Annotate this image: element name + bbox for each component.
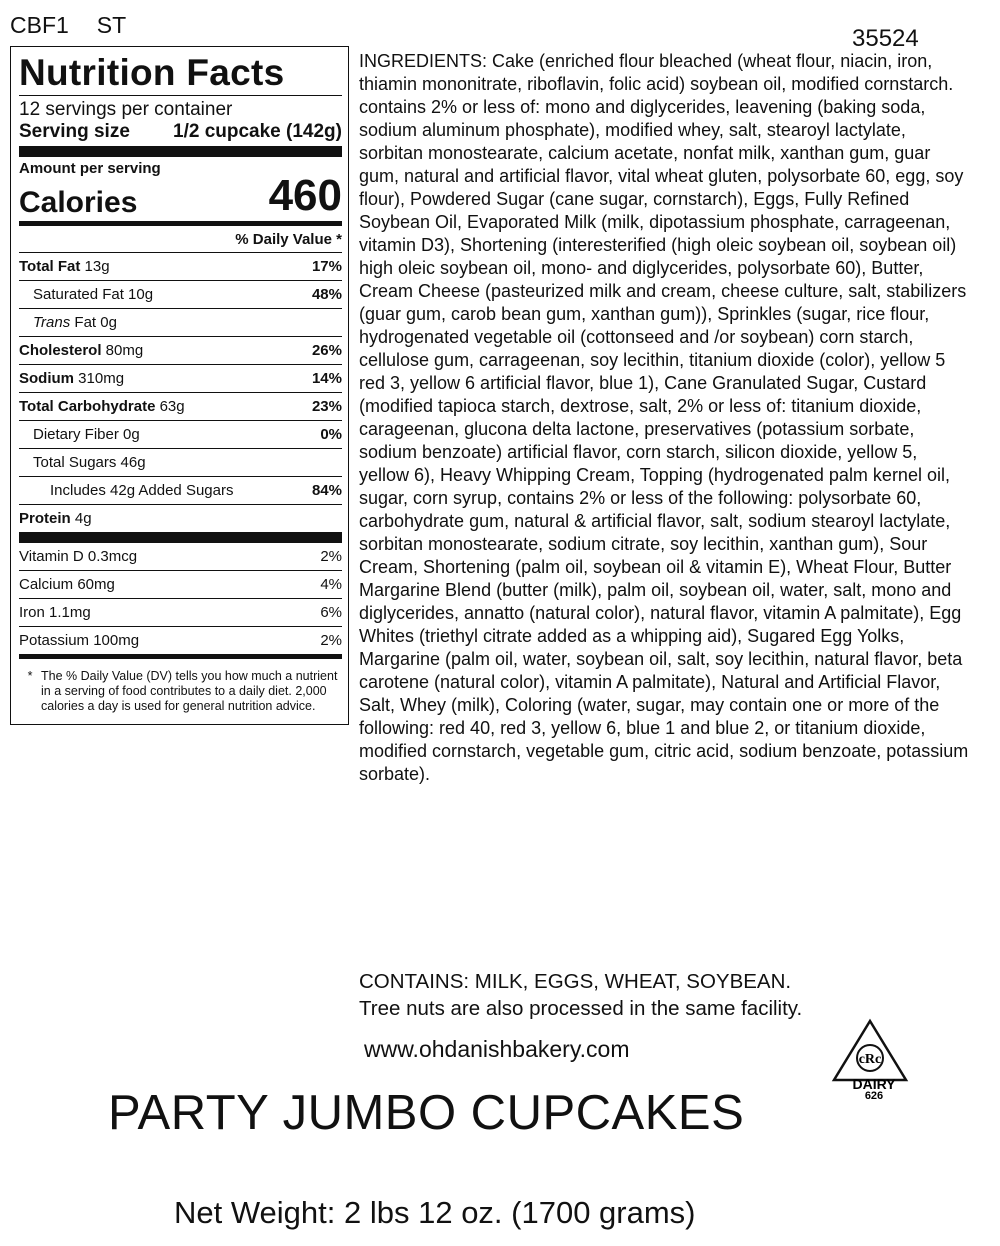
nutrient-row-total-fat: Total Fat 13g 17%: [19, 252, 342, 280]
servings-per-container: 12 servings per container: [19, 99, 233, 120]
vitamin-row-potassium: Potassium 100mg 2%: [19, 626, 342, 654]
website-url: www.ohdanishbakery.com: [364, 1036, 630, 1062]
nutrient-row-trans-fat: Trans Fat 0g: [19, 308, 342, 336]
code-cbf1: CBF1: [10, 12, 69, 38]
svg-text:DAIRY: DAIRY: [852, 1076, 896, 1092]
label-number: 35524: [852, 25, 919, 52]
calories-row: [19, 171, 342, 221]
code-st: ST: [96, 12, 127, 38]
daily-value-footnote: * The % Daily Value (DV) tells you how much a nutrient in a serving of food contributes to a daily diet. 2,000 calories a day is used for general nutrition advice.: [27, 669, 338, 713]
nutrient-row-total-sugars: Total Sugars 46g: [19, 448, 342, 476]
net-weight: Net Weight: 2 lbs 12 oz. (1700 grams): [174, 1195, 696, 1230]
serving-size: [19, 121, 342, 146]
product-name: PARTY JUMBO CUPCAKES: [108, 1086, 745, 1140]
crc-dairy-kosher-icon: [830, 1018, 910, 1100]
product-codes: [10, 12, 154, 39]
nutrient-row-protein: Protein 4g: [19, 504, 342, 532]
nutrition-facts-title: Nutrition Facts: [19, 52, 285, 93]
svg-text:626: 626: [864, 1090, 884, 1100]
svg-text:cRc: cRc: [858, 1052, 882, 1067]
calories-label: Calories: [19, 186, 138, 219]
allergen-statement: [359, 968, 802, 1022]
serving-size-value: 1/2 cupcake (142g): [173, 121, 342, 142]
vitamin-row-iron: Iron 1.1mg 6%: [19, 598, 342, 626]
ingredients-text: INGREDIENTS: Cake (enriched flour bleached (wheat flour, niacin, iron, thiamin mononitrate, riboflavin, folic acid) soybean oil, modified cornstarch. contains 2% or less of: mono and diglycerides, leavening (baking soda, sodium aluminum phosphate), modified whey, salt, stearoyl lactylate, sorbitan monostearate, calcium acetate, nonfat milk, xanthan gum, guar gum, natural and artificial flavor, vital wheat gluten, polysorbate 60, egg, soy flour), Powdered Sugar (cane sugar, cornstarch), Eggs, Fully Refined Soybean Oil, Evaporated Milk (milk, dipotassium phosphate, carrageenan, vitamin D3), Shortening (interesterified (high oleic soybean oil, soybean oil) high oleic soybean oil, mono- and diglycerides, polysorbate 60), Butter, Cream Cheese (pasteurized milk and cream, cheese culture, salt, stabilizers (guar gum, carob bean gum, xanthan gum)), Sprinkles (sugar, rice flour, hydrogenated vegetable oil (cottonseed and /or soybean) corn starch, cellulose gum, carrageenan, soy lecithin, titanium dioxide (color), yellow 5 red 3, yellow 6 artificial flavor, blue 1), Cane Granulated Sugar, Custard (modified tapioca starch, dextrose, salt, 2% or less of: titanium dioxide, carageenan, glucona delta lactone, preservatives (potassium sorbate, sodium benzoate) artificial flavor, corn starch, silicon dioxide, yellow 5, yellow 6), Heavy Whipping Cream, Topping (hydrogenated palm kernel oil, sugar, corn syrup, contains 2% or less of the following: polysorbate 60, carbohydrate gum, natural & artificial flavor, salt, sodium stearoyl lactylate, sorbitan monostearate, sodium citrate, soy lecithin, xanthan gum), Sour Cream, Shortening (palm oil, soybean oil & vitamin E), Wheat Flour, Butter Margarine Blend (butter (milk), palm oil, soybean oil, water, salt, mono and diglycerides, annatto (natural color), natural flavor, vitamin A palmitate), Egg Whites (triethyl citrate added as a whipping aid), Sugared Egg Yolks, Margarine (palm oil, water, soybean oil, salt, soy lecithin, natural flavor, beta carotene (natural color), vitamin A palmitate), Natural and Artificial Flavor, Salt, Whey (milk), Coloring (water, sugar, may contain one or more of the following: red 40, red 3, yellow 6, blue 1 and blue 2, or titanium dioxide, modified cornstarch, vegetable gum, citric acid, sodium benzoate, potassium sorbate).: [359, 51, 969, 784]
daily-value-header: % Daily Value *: [235, 231, 342, 248]
nutrient-row-total-carbohydrate: Total Carbohydrate 63g 23%: [19, 392, 342, 420]
nutrient-row-added-sugars: Includes 42g Added Sugars 84%: [19, 476, 342, 504]
nutrient-row-dietary-fiber: Dietary Fiber 0g 0%: [19, 420, 342, 448]
vitamins-list: [19, 543, 342, 654]
vitamin-row-calcium: Calcium 60mg 4%: [19, 570, 342, 598]
nutrient-row-saturated-fat: Saturated Fat 10g 48%: [19, 280, 342, 308]
serving-size-label: Serving size: [19, 121, 130, 142]
calories-value: 460: [268, 171, 342, 220]
amount-per-serving: Amount per serving: [19, 160, 161, 177]
nutrition-facts-panel: [10, 46, 349, 725]
nutrient-row-sodium: Sodium 310mg 14%: [19, 364, 342, 392]
facility-line: Tree nuts are also processed in the same facility.: [359, 997, 803, 1020]
nutrient-row-cholesterol: Cholesterol 80mg 26%: [19, 336, 342, 364]
vitamin-row-vitamin-d: Vitamin D 0.3mcg 2%: [19, 548, 342, 565]
contains-line: CONTAINS: MILK, EGGS, WHEAT, SOYBEAN.: [359, 970, 792, 993]
